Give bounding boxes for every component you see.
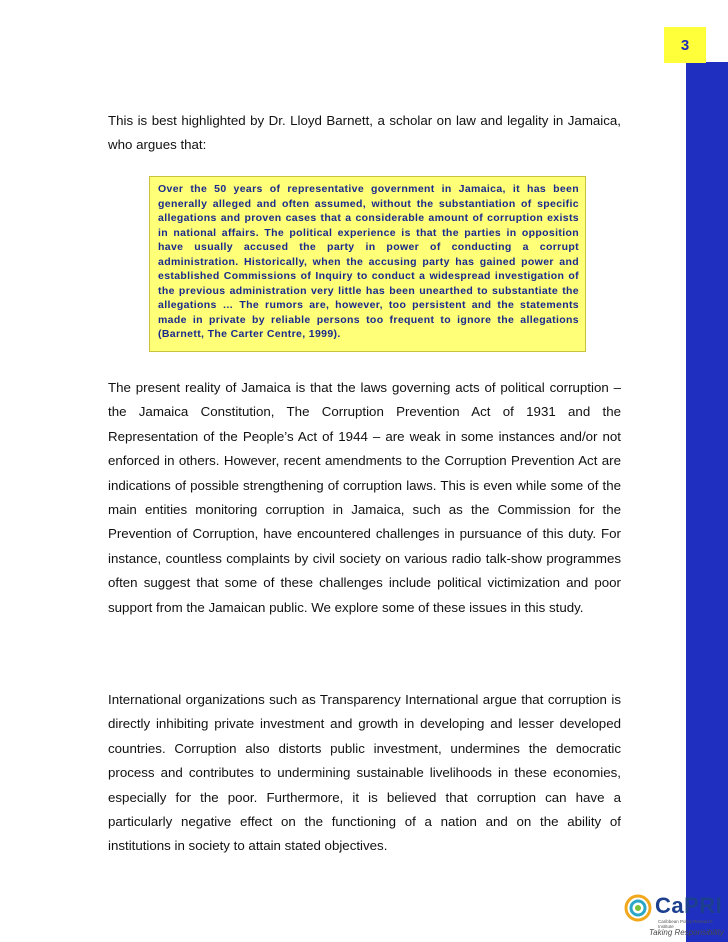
intro-paragraph: This is best highlighted by Dr. Lloyd Barnett, a scholar on law and legality in Jamaica, who argues that: <box>108 113 621 153</box>
logo-subtitle: Caribbean Policy Research Institute <box>658 919 713 929</box>
paragraph-present-reality: The present reality of Jamaica is that the laws governing acts of political corruption – the Jamaica Constitution, The Corruption Prevention Act of 1931 and the Representation of the People’s Act of 1944 – are weak in some instances and/or not enforced in others. However, recent amendments to the Corruption Prevention Act are indications of possible strengthening of corruption laws. This is even while some of the main entities monitoring corruption in Jamaica, such as the Commission for the Prevention of Corruption, have encountered challenges in pursuance of this duty. For instance, countless complaints by civil society on various radio talk-show programmes often suggest that some of these challenges include political victimization and poor support from the Jamaican public. We explore some of these issues in this study. <box>108 380 621 615</box>
page-number: 3 <box>664 27 706 63</box>
block-quote-text: Over the 50 years of representative government in Jamaica, it has been generally alleged and often assumed, without the substantiation of specific allegations and proven cases that a considerable amount of corruption exists in national affairs. The political experience is that the parties in opposition have usually accused the party in power of conducting a corrupt administration. Historically, when the accusing party has gained power and established Commissions of Inquiry to conduct a widespread investigation of the previous administration very little has been unearthed to substantiate the allegations … The rumors are, however, too persistent and the statements made in private by reliable persons too frequent to ignore the allegations (Barnett, The Carter Centre, 1999). <box>158 183 579 340</box>
right-margin-bar <box>686 0 728 942</box>
block-quote <box>149 176 586 352</box>
paragraph-international-organizations: International organizations such as Transparency International argue that corruption is directly inhibiting private investment and growth in developing and lesser developed countries. Corruption also distorts public investment, undermines the democratic process and contributes to undermining sustainable livelihoods in these economies, especially for the poor. Furthermore, it is believed that corruption can have a particularly negative effect on the functioning of a nation and on the ability of institutions in society to attain stated objectives. <box>108 692 621 854</box>
logo-wordmark: CaPRI <box>655 893 723 918</box>
logo-tagline: Taking Responsibility <box>649 928 724 937</box>
